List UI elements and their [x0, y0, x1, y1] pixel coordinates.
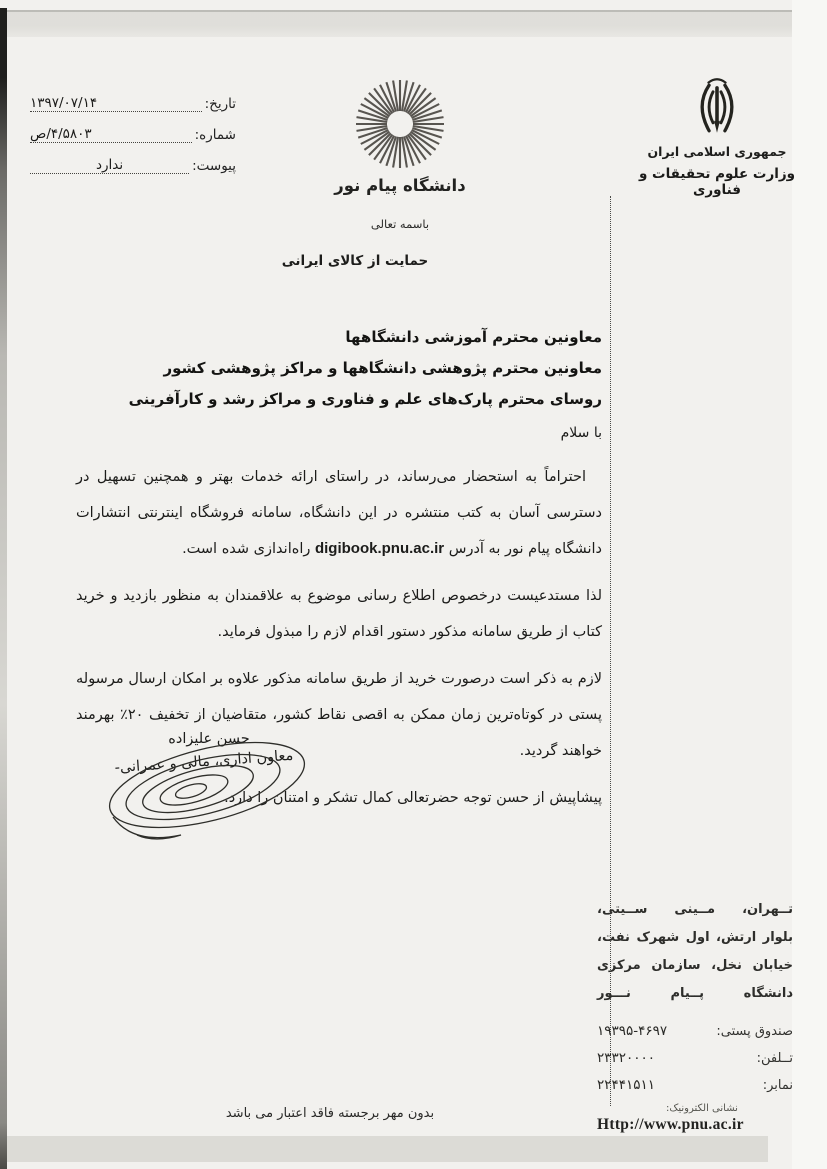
fax-row: [597, 1072, 793, 1099]
paragraph-1-tail: راه‌اندازی شده است.: [182, 541, 311, 557]
phone-value: ۲۳۳۲۰۰۰۰: [597, 1050, 656, 1066]
university-header: [330, 78, 470, 231]
year-slogan: حمایت از کالای ایرانی: [281, 253, 429, 269]
phone-label: تــلفن:: [756, 1051, 793, 1066]
address-line: بلوار ارتش، اول شهرک نفت،: [597, 930, 793, 945]
basmala-text: باسمه تعالی: [370, 217, 430, 231]
ministry-name: وزارت علوم تحقیقات و فناوری: [638, 166, 796, 198]
address-line: تــهران، مــینی ســیتی،: [597, 902, 793, 917]
date-field: [30, 90, 236, 112]
number-label: شماره:: [194, 127, 236, 143]
country-name: جمهوری اسلامی ایران: [647, 144, 787, 159]
iran-emblem-icon: [686, 74, 748, 140]
government-header: [628, 74, 806, 198]
recipient-line: روسای محترم پارک‌های علم و فناوری و مراکز رشد و کارآفرینی: [128, 390, 602, 408]
scan-artifact-left-edge: [0, 8, 7, 1169]
scan-artifact-top-band: [0, 10, 827, 37]
university-name: دانشگاه پیام نور: [334, 176, 466, 195]
number-field: [30, 121, 236, 143]
recipient-line: معاونین محترم آموزشی دانشگاهها: [345, 328, 602, 346]
signer-name: حسن علیزاده: [168, 731, 250, 747]
attachment-label: پیوست:: [192, 158, 236, 174]
date-label: تاریخ:: [204, 96, 236, 112]
fax-label: نمابر:: [762, 1078, 793, 1093]
address-line: خیابان نخل، سازمان مرکزی: [597, 958, 793, 973]
fax-value: ۲۲۴۴۱۵۱۱: [597, 1077, 656, 1093]
pobox-label: صندوق پستی:: [716, 1024, 793, 1039]
pobox-row: [597, 1018, 793, 1045]
signature-block: [85, 731, 323, 853]
number-value: ۴/۵۸۰۳/ص: [30, 126, 192, 143]
paragraph-3: لازم به ذکر است درصورت خرید از طریق سامانه مذکور علاوه بر امکان ارسال مرسوله پستی در کوتاه‌ترین زمان ممکن به اقصی نقاط کشور، متقاضیان از تخفیف ۲۰٪ بهرمند خواهند گردید.: [76, 671, 602, 759]
digibook-url: digibook.pnu.ac.ir: [314, 540, 445, 557]
validity-note: بدون مهر برجسته فاقد اعتبار می باشد: [225, 1106, 435, 1121]
attachment-value: ندارد: [30, 157, 189, 174]
letter-reference-fields: [30, 90, 236, 183]
paragraph-1-text: احتراماً به استحضار می‌رساند، در راستای ارائه خدمات بهتر و همچنین تسهیل در دسترسی آسان به کتب منتشره در این دانشگاه، سامانه فروشگاه اینترنتی انتشارات دانشگاه پیام نور به آدرس: [76, 469, 602, 557]
phone-row: [597, 1045, 793, 1072]
contact-rows: [597, 1018, 793, 1099]
website-url: Http://www.pnu.ac.ir: [597, 1116, 744, 1133]
email-label: نشانی الکترونیک:: [666, 1103, 738, 1114]
closing-line: پیشاپیش از حسن توجه حضرتعالی کمال تشکر و امتنان را دارد.: [224, 790, 602, 806]
signer-title: معاون اداری، مالی و عمرانی-: [114, 747, 294, 777]
pnu-sunburst-icon: [354, 78, 446, 170]
date-value: ۱۳۹۷/۰۷/۱۴: [30, 95, 202, 112]
footer-address-block: [597, 896, 793, 1134]
scan-artifact-bottom-band: [6, 1136, 768, 1162]
address-line: دانشگاه پــیام نـــور: [597, 986, 793, 1001]
recipient-line: معاونین محترم پژوهشی دانشگاهها و مراکز پژوهشی کشور: [163, 359, 602, 377]
paragraph-2: لذا مستدعیست درخصوص اطلاع رسانی موضوع به علاقمندان به منظور بازدید و خرید کتاب از طریق سامانه مذکور دستور اقدام لازم را مبذول فرماید.: [76, 588, 602, 640]
pobox-value: ۱۹۳۹۵-۴۶۹۷: [597, 1023, 668, 1039]
paragraph-1: [76, 459, 602, 567]
attachment-field: [30, 152, 236, 174]
salutation: با سلام: [560, 425, 602, 441]
